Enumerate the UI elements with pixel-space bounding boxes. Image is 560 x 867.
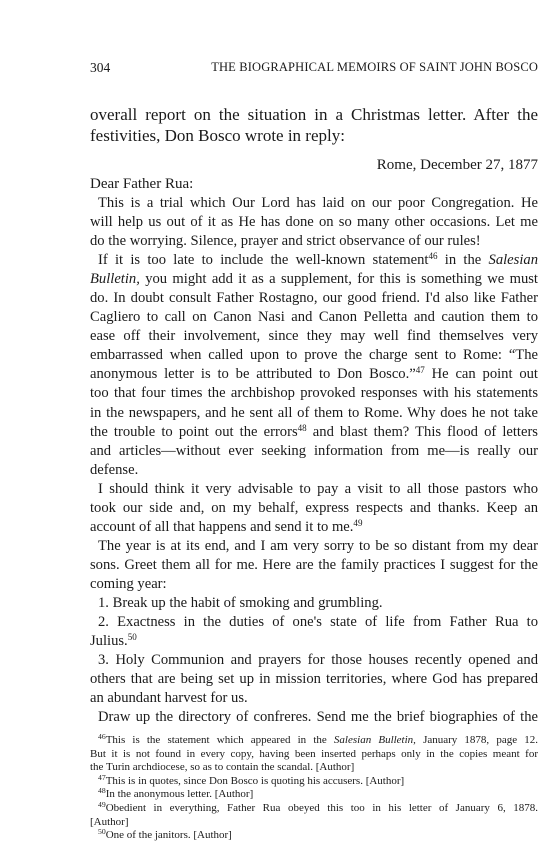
footnote-47: $^{47}$This is in quotes, since Don Bosco is quoting his accusers. [Author] [98,772,405,787]
letter-line: others that are being set up in mission territories, where God has prepared [90,671,538,688]
intro-paragraph [90,104,538,146]
intro-line: festivities, Don Bosco wrote in reply: [90,126,345,145]
footnote-ref-50: 50 [127,632,137,643]
letter-line: the trouble to point out the errors$^{48}$ and blast them? This flood of letters [90,422,538,440]
letter-line: took our side and, on my behalf, express respects and thanks. Keep an [90,499,538,516]
footnote-50: $^{50}$One of the janitors. [Author] [98,827,232,842]
letter-line: anonymous letter is to be attributed to Don Bosco.”$^{47}$ He can point out [90,365,538,383]
letter-line: embarrassed when called upon to prove the charge sent to Rome: “The [90,347,538,364]
letter-line: do. In doubt consult Father Rostagno, our good friend. I'd also like Father [90,290,538,307]
letter-line: Draw up the directory of confreres. Send me the brief biographies of the [98,709,538,726]
footnote-ref-48: 48 [297,422,307,433]
footnote-49: $^{49}$Obedient in everything, Father Rua obeyed this too in his letter of January 6, 1878. [98,800,538,814]
running-title: THE BIOGRAPHICAL MEMOIRS OF SAINT JOHN BOSCO [211,60,538,74]
letter-line: and articles—without ever seeking information from me—is really our [90,442,538,459]
letter-line: Bulletin, you might add it as a supplement, for this is something we must [90,271,538,288]
letter-line: The year is at its end, and I am very sorry to be so distant from my dear [98,537,538,554]
letter-dateline: Rome, December 27, 1877 [376,157,538,173]
footnote-line: the Turin archdiocese, so as to contain the scandal. [Author] [90,761,355,774]
page-number: 304 [90,60,111,75]
letter-line: coming year: [90,575,167,592]
letter-line: sons. Greet them all for me. Here are the family practices I suggest for the [90,556,538,573]
letter-line: ease off their involvement, since they may well find themselves very [90,328,538,345]
footnote-ref-49: 49 [353,517,363,528]
footnotes [90,734,538,843]
running-header [90,60,538,78]
footnote-ref-47: 47 [415,365,425,376]
letter-line: account of all that happens and send it to me.$^{49}$ [90,517,363,535]
intro-line: overall report on the situation in a Christmas letter. After the [90,105,538,124]
letter-line: an abundant harvest for us. [90,690,248,707]
list-item: 1. Break up the habit of smoking and grumbling. [98,594,383,611]
letter-line: If it is too late to include the well-known statement$^{46}$ in the Salesian [98,251,538,269]
list-item: 2. Exactness in the duties of one's state of life from Father Rua to [98,614,538,631]
letter-line: in the newspapers, and he sent all of them to Rome. Why does he not take [90,404,538,421]
footnote-48: $^{48}$In the anonymous letter. [Author] [98,786,254,801]
letter-line: too that four times the archbishop provoked responses with his statements [90,385,538,402]
letter-salutation: Dear Father Rua: [90,176,194,192]
letter-line: Cagliero to call on Canon Nasi and Canon Pelletta and caution them to [90,309,538,326]
letter-line: I should think it very advisable to pay a visit to all those pastors who [98,480,538,497]
footnote-46: $^{46}$This is the statement which appeared in the Salesian Bulletin, January 1878, page 12. [98,732,538,746]
letter-line: This is a trial which Our Lord has laid on our poor Congregation. He [98,195,538,211]
letter-line: Julius.$^{50}$ [90,632,137,650]
list-item: 3. Holy Communion and prayers for those houses recently opened and [98,652,538,669]
footnote-line: But it is not found in every copy, having been inserted perhaps only in the copies meant for [90,747,538,760]
letter-line: will help us out of it as He has done on so many other occasions. Let me [90,214,538,231]
footnote-line: [Author] [90,815,129,828]
letter-line: defense. [90,461,139,478]
letter-body [90,194,538,727]
footnote-ref-46: 46 [428,251,438,262]
letter-line: do the worrying. Silence, prayer and strict observance of our rules! [90,233,481,250]
